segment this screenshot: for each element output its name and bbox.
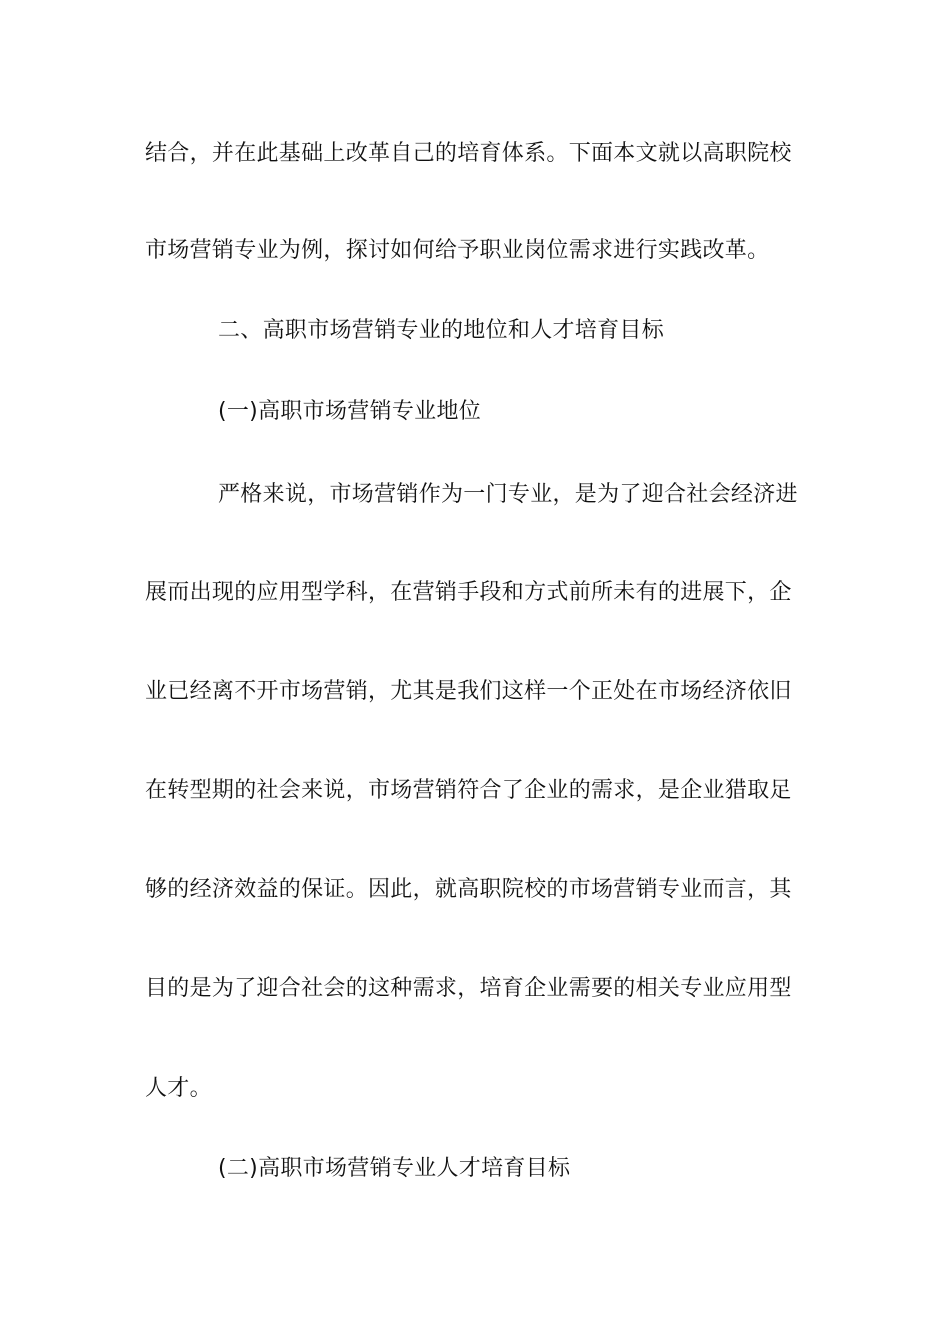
subsection-heading-1: (一)高职市场营销专业地位 xyxy=(218,399,482,424)
paragraph-line-7: 够的经济效益的保证。因此，就高职院校的市场营销专业而言，其 xyxy=(145,877,792,902)
subsection-heading-2: (二)高职市场营销专业人才培育目标 xyxy=(218,1156,571,1181)
paragraph-line-3: 严格来说，市场营销作为一门专业，是为了迎合社会经济进 xyxy=(218,482,798,507)
paragraph-line-1: 结合，并在此基础上改革自己的培育体系。下面本文就以高职院校 xyxy=(145,141,792,166)
paragraph-line-2: 市场营销专业为例，探讨如何给予职业岗位需求进行实践改革。 xyxy=(145,238,770,263)
paragraph-line-5: 业已经离不开市场营销，尤其是我们这样一个正处在市场经济依旧 xyxy=(145,679,792,704)
paragraph-line-6: 在转型期的社会来说，市场营销符合了企业的需求，是企业猎取足 xyxy=(145,778,792,803)
paragraph-line-9: 人才。 xyxy=(145,1076,212,1101)
paragraph-line-4: 展而出现的应用型学科，在营销手段和方式前所未有的进展下，企 xyxy=(145,580,792,605)
paragraph-line-8: 目的是为了迎合社会的这种需求，培育企业需要的相关专业应用型 xyxy=(145,976,792,1001)
section-heading: 二、高职市场营销专业的地位和人才培育目标 xyxy=(218,318,665,343)
